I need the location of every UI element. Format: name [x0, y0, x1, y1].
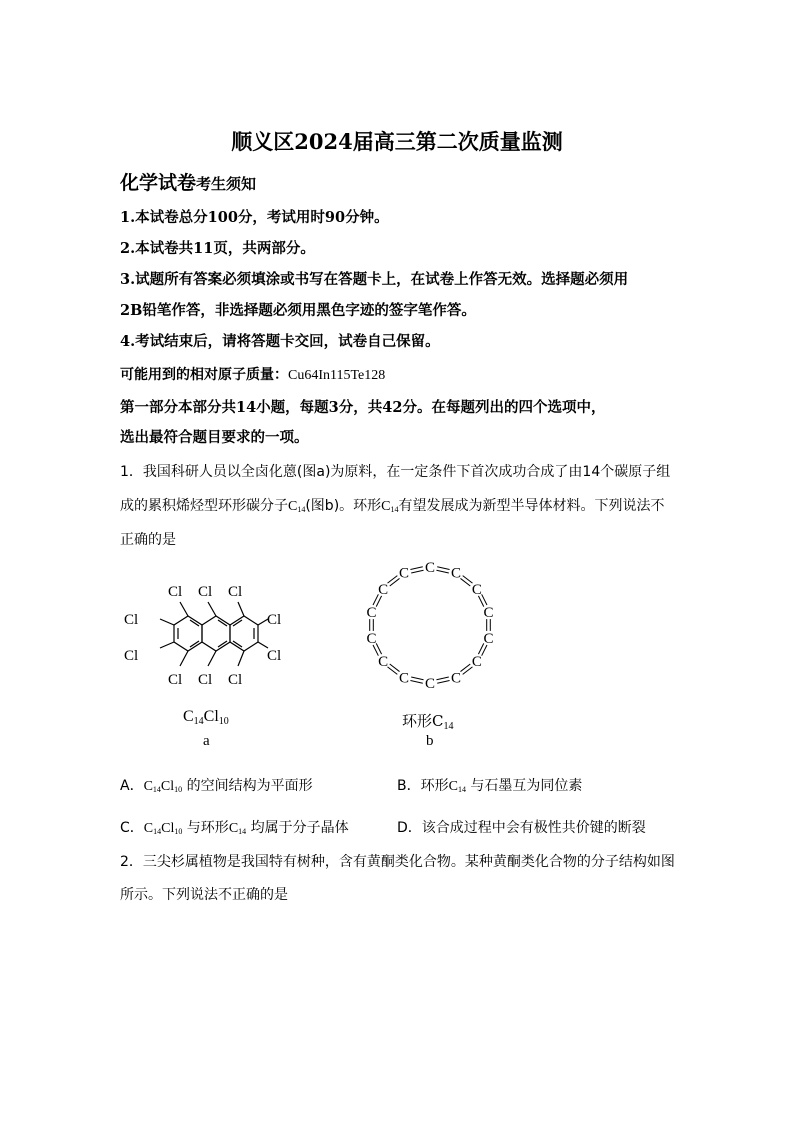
atomic-mass-line [120, 364, 385, 384]
carbon-label: C [378, 581, 389, 598]
page-title: 顺义区2024届高三第二次质量监测 [231, 129, 563, 154]
figure-a-formula: C14Cl10 [183, 708, 229, 727]
atomic-mass-label: 可能用到的相对原子质量： [120, 367, 288, 383]
double-bond [411, 570, 423, 573]
figure-b-formula: 环形$C_{14}$ [402, 712, 454, 732]
carbon-label: C [398, 670, 409, 687]
carbon-label: C [471, 654, 482, 671]
double-bond [436, 677, 448, 680]
double-bond [437, 681, 449, 684]
notice-3: 3.试题所有答案必须填涂或书写在答题卡上，在试卷上作答无效。选择题必须用 [120, 271, 629, 288]
option-d[interactable]: D．该合成过程中会有极性共价键的断裂 [397, 820, 646, 836]
cl-label: Cl [198, 584, 213, 600]
notice-3-cont: 2B铅笔作答，非选择题必须用黑色字迹的签字笔作答。 [120, 302, 476, 319]
double-bond [388, 576, 398, 584]
part1-instructions: 第一部分本部分共14小题，每题3分，共42分。在每题列出的四个选项中， [120, 399, 606, 416]
q2-stem-line1: 2．三尖杉属植物是我国特有树种，含有黄酮类化合物。某种黄酮类化合物的分子结构如图 [120, 854, 675, 870]
subject-heading [120, 168, 256, 195]
part1-instructions-cont: 选出最符合题目要求的一项。 [120, 429, 309, 446]
cl-label: Cl [228, 672, 243, 688]
carbon-label: C [483, 605, 494, 622]
double-bond [437, 567, 449, 570]
atomic-mass-values: Cu64In115Te128 [288, 368, 386, 383]
q1-stem-line3: 正确的是 [120, 532, 176, 548]
carbon-label: C [483, 630, 494, 647]
double-bond [460, 578, 470, 586]
option-a[interactable]: A．$C_{14}Cl_{10}$ 的空间结构为平面形 [120, 778, 313, 794]
cl-label: Cl [124, 612, 139, 628]
cl-label: Cl [124, 648, 139, 664]
figure-b-caption: b [426, 733, 434, 749]
cl-label: Cl [228, 584, 243, 600]
carbon-label: C [366, 605, 377, 622]
q1-stem-line1: 1．我国科研人员以全卤化蒽(图a)为原料，在一定条件下首次成功合成了由14个碳原子组 [120, 464, 671, 480]
q2-stem-line2: 所示。下列说法不正确的是 [120, 887, 288, 903]
notice-heading: 考生须知 [196, 175, 257, 193]
double-bond [410, 681, 422, 684]
carbon-label: C [398, 565, 409, 582]
carbon-label: C [451, 565, 462, 582]
carbon-label: C [471, 581, 482, 598]
cl-label: Cl [198, 672, 213, 688]
double-bond [388, 667, 398, 675]
double-bond [411, 677, 423, 680]
figure-a-structure [110, 570, 310, 720]
cl-label: Cl [168, 672, 183, 688]
double-bond [436, 570, 448, 573]
option-b[interactable]: B．环形$C_{14}$ 与石墨互为同位素 [397, 778, 583, 794]
subject-label: 化学试卷 [120, 172, 197, 194]
carbon-label: C [451, 670, 462, 687]
double-bond [460, 664, 470, 672]
cl-label: Cl [267, 612, 282, 628]
notice-2: 2.本试卷共11页，共两部分。 [120, 240, 315, 257]
cl-label: Cl [267, 648, 282, 664]
cl-label: Cl [168, 584, 183, 600]
carbon-label: C [366, 630, 377, 647]
notice-4: 4.考试结束后，请将答题卡交回，试卷自己保留。 [120, 333, 440, 350]
carbon-label: C [378, 654, 389, 671]
carbon-label: C [424, 676, 436, 692]
q1-stem-line2: 成的累积烯烃型环形碳分子$C_{14}$(图b)。环形$C_{14}$有望发展成为新型半导体材料。下列说法不 [120, 498, 665, 514]
double-bond [410, 567, 422, 570]
carbon-label: C [424, 560, 436, 576]
figure-b-structure [350, 555, 510, 705]
option-c[interactable]: C．$C_{14}Cl_{10}$ 与环形$C_{14}$ 均属于分子晶体 [120, 820, 349, 836]
notice-1: 1.本试卷总分100分，考试用时90分钟。 [120, 209, 389, 226]
figure-a-caption: a [203, 733, 210, 749]
